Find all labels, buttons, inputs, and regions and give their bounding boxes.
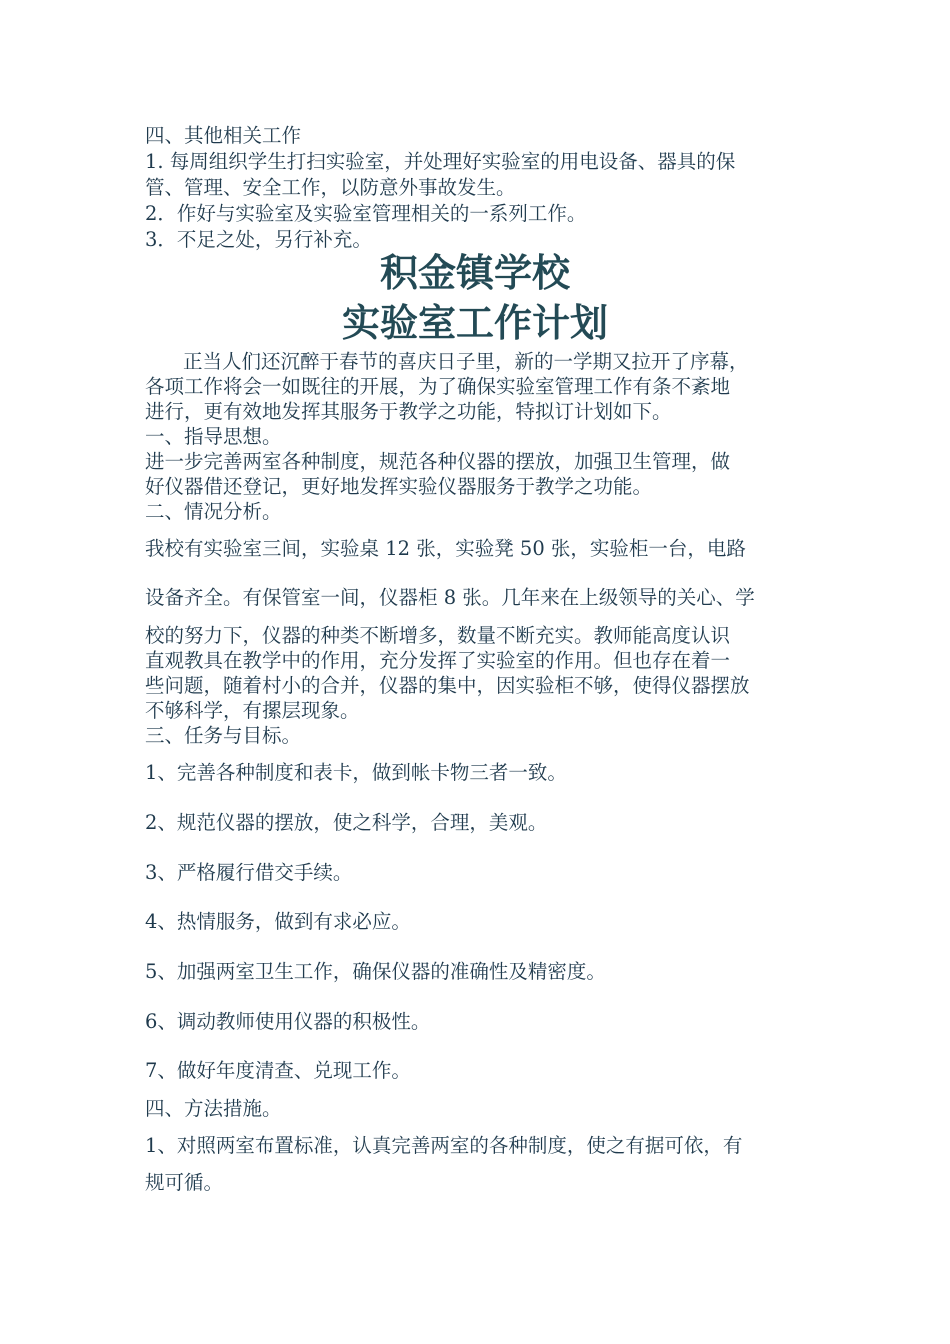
paragraph-line: 1. 每周组织学生打扫实验室，并处理好实验室的用电设备、器具的保 (145, 150, 736, 173)
list-item: 7、做好年度清查、兑现工作。 (145, 1059, 411, 1082)
paragraph-line: 设备齐全。有保管室一间，仪器柜 8 张。几年来在上级领导的关心、学 (145, 586, 755, 609)
section-four-other-heading: 四、其他相关工作 (145, 124, 302, 147)
intro-line: 进行，更有效地发挥其服务于教学之功能，特拟订计划如下。 (145, 400, 672, 423)
paragraph-line: 校的努力下，仪器的种类不断增多，数量不断充实。教师能高度认识 (145, 624, 731, 647)
paragraph-line: 好仪器借还登记，更好地发挥实验仪器服务于教学之功能。 (145, 475, 653, 498)
paragraph-line: 进一步完善两室各种制度，规范各种仪器的摆放，加强卫生管理，做 (145, 450, 731, 473)
section-one-heading: 一、指导思想。 (145, 425, 282, 448)
paragraph-line: 3．不足之处，另行补充。 (145, 228, 372, 251)
section-four-methods-heading: 四、方法措施。 (145, 1097, 282, 1120)
document-title-plan: 实验室工作计划 (341, 301, 608, 345)
paragraph-line: 2．作好与实验室及实验室管理相关的一系列工作。 (145, 202, 587, 225)
paragraph-line: 些问题，随着村小的合并，仪器的集中，因实验柜不够，使得仪器摆放 (145, 674, 750, 697)
paragraph-line: 不够科学，有摞层现象。 (145, 699, 360, 722)
list-item: 2、规范仪器的摆放，使之科学，合理，美观。 (145, 811, 548, 834)
intro-line: 正当人们还沉醉于春节的喜庆日子里，新的一学期又拉开了序幕， (183, 350, 749, 373)
document-title-school: 积金镇学校 (379, 251, 570, 295)
paragraph-line: 管、管理、安全工作，以防意外事故发生。 (145, 176, 516, 199)
paragraph-line: 规可循。 (145, 1171, 224, 1194)
list-item: 6、调动教师使用仪器的积极性。 (145, 1010, 431, 1033)
list-item: 4、热情服务，做到有求必应。 (145, 910, 411, 933)
intro-line: 各项工作将会一如既往的开展，为了确保实验室管理工作有条不紊地 (145, 375, 731, 398)
paragraph-line: 1、对照两室布置标准，认真完善两室的各种制度，使之有据可依，有 (145, 1134, 743, 1157)
paragraph-line: 直观教具在教学中的作用，充分发挥了实验室的作用。但也存在着一 (145, 649, 731, 672)
paragraph-line: 我校有实验室三间，实验桌 12 张，实验凳 50 张，实验柜一台，电路 (145, 537, 746, 560)
section-three-heading: 三、任务与目标。 (145, 724, 302, 747)
list-item: 1、完善各种制度和表卡，做到帐卡物三者一致。 (145, 761, 567, 784)
list-item: 5、加强两室卫生工作，确保仪器的准确性及精密度。 (145, 960, 606, 983)
section-two-heading: 二、情况分析。 (145, 500, 282, 523)
list-item: 3、严格履行借交手续。 (145, 861, 353, 884)
